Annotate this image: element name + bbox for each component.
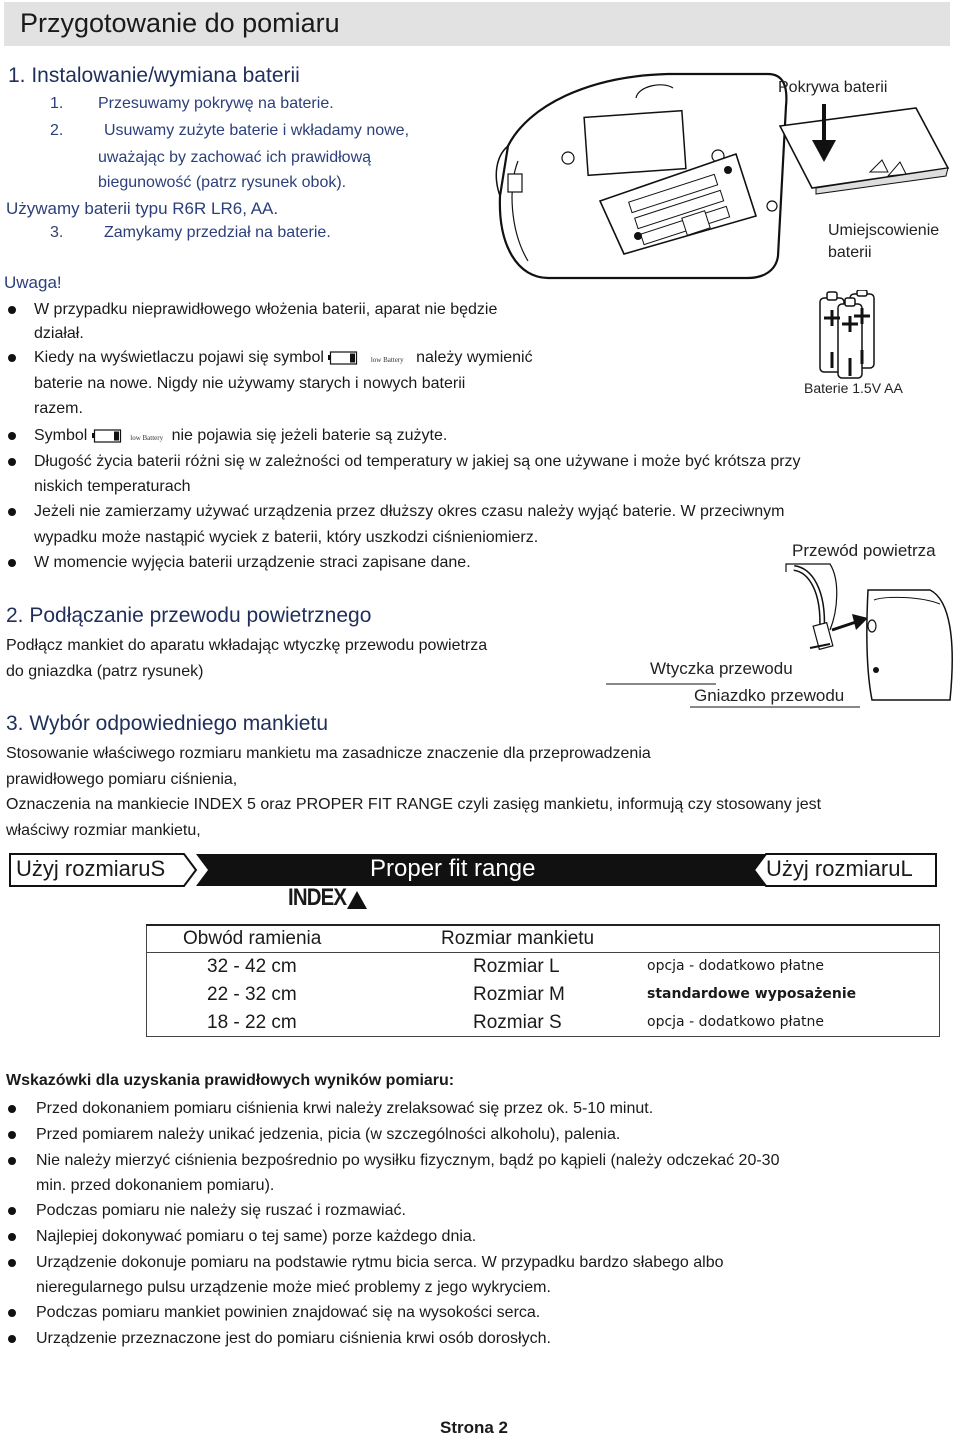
table-row-size: Rozmiar M [473,984,565,1005]
tip-3-line1: Nie należy mierzyć ciśnienia bezpośrednio po wysiłku fizycznym, bądź po kąpieli (należy odczekać 20-30 [36,1152,780,1169]
table-row-note: opcja - dodatkowo płatne [647,1014,825,1030]
tip-1: Przed dokonaniem pomiaru ciśnienia krwi należy zrelaksować się przez ok. 5-10 minut. [36,1100,654,1117]
index-triangle-icon [346,890,368,910]
step-3-text: Zamykamy przedział na baterie. [104,224,331,241]
bullet [8,354,16,362]
note-heading: Uwaga! [4,273,62,292]
tips-heading: Wskazówki dla uzyskania prawidłowych wyników pomiaru: [6,1072,455,1089]
low-battery-icon [92,429,122,443]
bullet [8,1309,16,1317]
tip-6-line2: nieregularnego pulsu urządzenie może mieć problemy z jego wykryciem. [36,1279,551,1296]
section3-p2-line2: właściwy rozmiar mankietu, [6,822,201,839]
battery-cover-illustration [776,96,956,196]
tip-3-line2: min. przed dokonaniem pomiaru). [36,1177,275,1194]
fit-bar-left-label: Użyj rozmiaruS [16,856,166,881]
bullet [8,1259,16,1267]
note-2-text-b: należy wymienić [416,349,533,366]
bullet [8,559,16,567]
table-header-arm: Obwód ramienia [183,928,322,949]
table-row-arm: 22 - 32 cm [207,984,297,1005]
fit-bar-center-label: Proper fit range [370,855,536,882]
tip-4: Podczas pomiaru nie należy się ruszać i rozmawiać. [36,1202,406,1219]
table-row-note: opcja - dodatkowo płatne [647,958,825,974]
note-4-line1: Długość życia baterii różni się w zależności od temperatury w jakiej są one używane i może być krótsza przy [34,453,801,470]
bullet [8,508,16,516]
bullet [8,1207,16,1215]
note-2-line1 [34,345,533,373]
section2-text-line2: do gniazdka (patrz rysunek) [6,663,204,680]
table-rule [146,952,940,953]
section3-p2-line1: Oznaczenia na mankiecie INDEX 5 oraz PROPER FIT RANGE czyli zasięg mankietu, informują czy stosowany jest [6,796,822,813]
aa-batteries-illustration [810,290,890,380]
table-header-size: Rozmiar mankietu [441,928,595,949]
tip-6-line1: Urządzenie dokonuje pomiaru na podstawie rytmu bicia serca. W przypadku bardzo słabego albo [36,1254,724,1271]
step-1-text: Przesuwamy pokrywę na baterie. [98,95,334,112]
note-2-line2: baterie na nowe. Nigdy nie używamy starych i nowych baterii [34,375,466,392]
note-2-line3: razem. [34,400,83,417]
step-2-line3: biegunowość (patrz rysunek obok). [98,174,347,191]
table-row-size: Rozmiar L [473,956,560,977]
page-title-bar [4,2,950,46]
air-tube-label: Przewód powietrza [792,541,936,560]
note-1-line2: działał. [34,325,84,342]
table-row-arm: 18 - 22 cm [207,1012,297,1033]
note-1-line1: W przypadku nieprawidłowego włożenia baterii, aparat nie będzie [34,301,498,318]
step-2-num: 2. [50,122,64,139]
note-3 [34,423,447,451]
low-battery-label: low Battery [130,434,164,442]
cuff-table [146,924,940,1037]
step-2-line1: Usuwamy zużyte baterie i wkładamy nowe, [104,122,410,139]
tip-2: Przed pomiarem należy unikać jedzenia, picia (w szczególności alkoholu), palenia. [36,1126,621,1143]
note-3-text-a: Symbol [34,427,88,444]
bullet [8,458,16,466]
page-title: Przygotowanie do pomiaru [20,8,340,38]
step-3-num: 3. [50,224,64,241]
plug-label: Wtyczka przewodu [650,659,793,678]
section2-heading: 2. Podłączanie przewodu powietrznego [6,604,372,627]
section3-p1-line2: prawidłowego pomiaru ciśnienia, [6,771,238,788]
table-row-note: standardowe wyposażenie [647,986,857,1002]
low-battery-icon [328,351,358,365]
plug-leader-line [606,678,716,686]
location-label-line1: Umiejscowienie [828,222,940,239]
table-row-size: Rozmiar S [473,1012,562,1033]
bullet [8,1157,16,1165]
page-number: Strona 2 [440,1418,509,1437]
section2-text-line1: Podłącz mankiet do aparatu wkładając wtyczkę przewodu powietrza [6,637,488,654]
tip-5: Najlepiej dokonywać pomiaru o tej same) porze każdego dnia. [36,1228,477,1245]
note-3-text-b: nie pojawia się jeżeli baterie są zużyte. [171,427,448,444]
note-5-line1: Jeżeli nie zamierzamy używać urządzenia przez dłuższy okres czasu należy wyjąć baterie. W przeciwnym [34,503,785,520]
note-6: W momencie wyjęcia baterii urządzenie straci zapisane dane. [34,554,471,571]
table-rule [146,924,940,926]
bullet [8,306,16,314]
section3-p1-line1: Stosowanie właściwego rozmiaru mankietu ma zasadnicze znaczenie dla przeprowadzenia [6,745,651,762]
note-5-line2: wypadku może nastąpić wyciek z baterii, który uszkodzi ciśnieniomierz. [34,529,539,546]
section1-heading: 1. Instalowanie/wymiana baterii [8,64,300,87]
tip-7: Podczas pomiaru mankiet powinien znajdować się na wysokości serca. [36,1304,541,1321]
note-4-line2: niskich temperaturach [34,478,191,495]
device-battery-illustration [488,66,792,286]
batteries-label: Baterie 1.5V AA [804,380,903,396]
bullet [8,1131,16,1139]
location-label-line2: baterii [828,244,872,261]
bullet [8,432,16,440]
low-battery-label: low Battery [370,356,404,364]
socket-label: Gniazdko przewodu [694,686,845,705]
battery-type-note: Używamy baterii typu R6R LR6, AA. [6,199,279,218]
bullet [8,1105,16,1113]
step-1-num: 1. [50,95,64,112]
bullet [8,1335,16,1343]
step-2-line2: uważając by zachować ich prawidłową [98,149,372,166]
cover-label: Pokrywa baterii [778,79,888,96]
section3-heading: 3. Wybór odpowiedniego mankietu [6,712,329,735]
table-row-arm: 32 - 42 cm [207,956,297,977]
note-2-text-a: Kiedy na wyświetlaczu pojawi się symbol [34,349,324,366]
bullet [8,1233,16,1241]
tip-8: Urządzenie przeznaczone jest do pomiaru ciśnienia krwi osób dorosłych. [36,1330,551,1347]
fit-bar-right-label: Użyj rozmiaruL [766,856,913,881]
index-label: INDEX [288,884,347,911]
